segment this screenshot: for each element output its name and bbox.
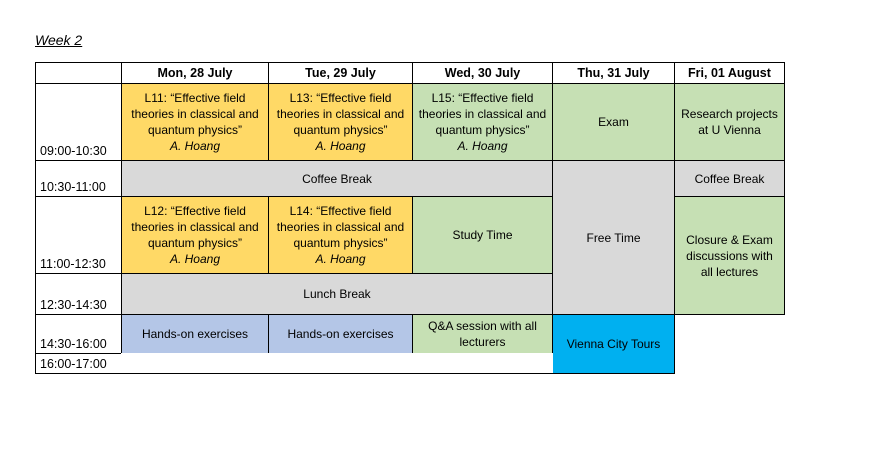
qa-session-line: lecturers <box>459 335 506 349</box>
lecture-l15 <box>412 83 553 161</box>
empty-afternoon-cell <box>121 353 553 374</box>
header-thursday: Thu, 31 July <box>552 62 675 84</box>
lecture-title-line: L15: “Effective field <box>431 91 534 105</box>
lecture-title-line: theories in classical and <box>418 107 547 121</box>
lecture-title-line: quantum physics” <box>435 123 530 137</box>
time-slot-6: 16:00-17:00 <box>35 353 122 374</box>
header-tuesday: Tue, 29 July <box>268 62 413 84</box>
lecture-title-line: L14: “Effective field <box>289 204 392 218</box>
research-projects-line: at U Vienna <box>698 123 761 137</box>
lecture-title-line: quantum physics” <box>147 236 243 250</box>
hands-on-tuesday-cell: Hands-on exercises <box>268 314 413 354</box>
closure-line: all lectures <box>700 264 759 279</box>
lecturer-name: A. Hoang <box>315 252 366 266</box>
lecture-l12 <box>121 196 269 274</box>
lecturer-name: A. Hoang <box>169 252 221 266</box>
time-slot-5: 14:30-16:00 <box>35 314 122 354</box>
time-slot-2: 10:30-11:00 <box>35 160 122 197</box>
lecture-title-line: theories in classical and <box>131 107 259 121</box>
lecturer-name: A. Hoang <box>315 139 366 153</box>
lecturer-name: A. Hoang <box>169 139 221 153</box>
week-label: Week 2 <box>35 32 83 48</box>
header-corner <box>35 62 122 84</box>
coffee-break-cell: Coffee Break <box>121 160 553 197</box>
coffee-break-friday-cell: Coffee Break <box>674 160 785 197</box>
lecture-l13 <box>268 83 413 161</box>
lecture-title-line: L13: “Effective field <box>289 91 392 105</box>
lecture-title-line: L12: “Effective field <box>144 204 246 218</box>
closure-cell <box>674 196 785 315</box>
study-time-cell: Study Time <box>412 196 553 274</box>
lecture-title-line: quantum physics” <box>293 236 388 250</box>
closure-line: discussions with <box>686 248 773 263</box>
research-projects-cell <box>674 83 785 161</box>
lecture-title-line: theories in classical and <box>131 220 259 234</box>
time-slot-3: 11:00-12:30 <box>35 196 122 274</box>
header-friday: Fri, 01 August <box>674 62 785 84</box>
free-time-cell: Free Time <box>552 160 675 315</box>
vienna-city-tours-cell: Vienna City Tours <box>552 314 675 374</box>
header-monday: Mon, 28 July <box>121 62 269 84</box>
lecture-l11 <box>121 83 269 161</box>
closure-line: Closure & Exam <box>686 232 773 247</box>
time-slot-1: 09:00-10:30 <box>35 83 122 161</box>
lecture-title-line: quantum physics” <box>293 123 388 137</box>
exam-cell: Exam <box>552 83 675 161</box>
lecture-l14 <box>268 196 413 274</box>
lecture-title-line: theories in classical and <box>276 220 405 234</box>
lecture-title-line: L11: “Effective field <box>144 91 246 105</box>
lunch-break-cell: Lunch Break <box>121 273 553 315</box>
header-wednesday: Wed, 30 July <box>412 62 553 84</box>
hands-on-monday-cell: Hands-on exercises <box>121 314 269 354</box>
lecture-title-line: quantum physics” <box>147 123 243 137</box>
qa-session-line: Q&A session with all <box>428 319 537 333</box>
research-projects-line: Research projects <box>681 107 778 121</box>
lecturer-name: A. Hoang <box>457 139 508 153</box>
qa-session-cell <box>412 314 553 354</box>
time-slot-4: 12:30-14:30 <box>35 273 122 315</box>
lecture-title-line: theories in classical and <box>276 107 405 121</box>
